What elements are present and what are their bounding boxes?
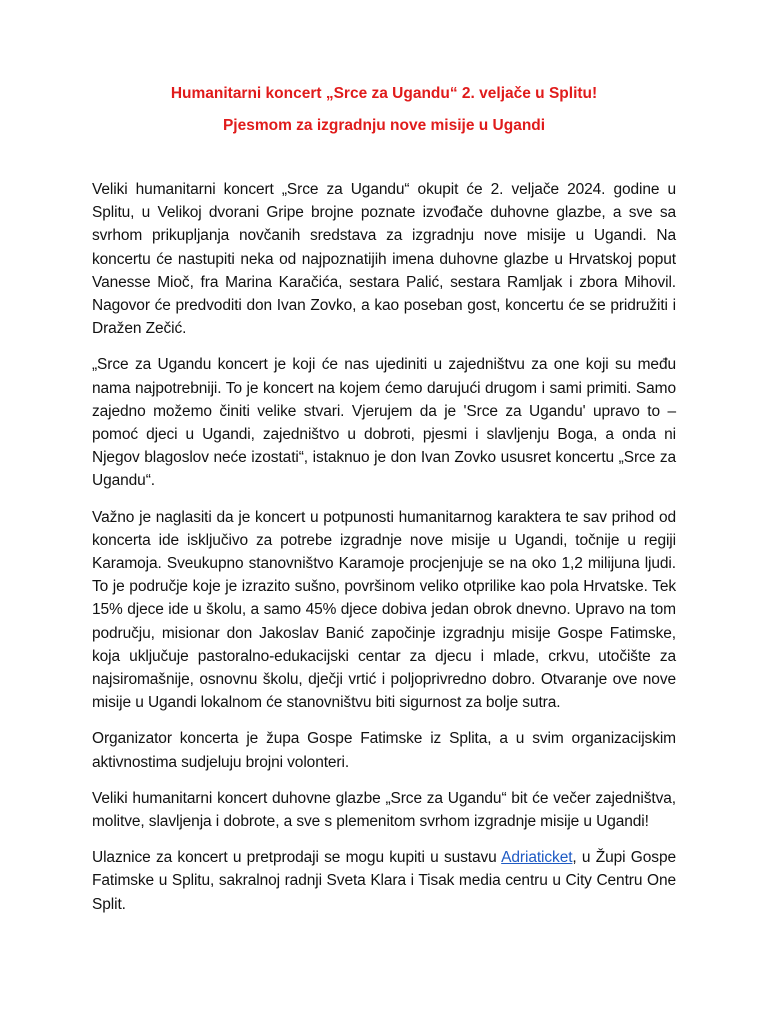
document-title: Humanitarni koncert „Srce za Ugandu“ 2. veljače u Splitu! — [170, 85, 598, 102]
tickets-text-after: , u Župi Gospe Fatimske u Splitu, sakralnoj radnji Sveta Klara i Tisak media centru u City Centru One Split. — [92, 849, 676, 913]
paragraph-quote: „Srce za Ugandu koncert je koji će nas ujediniti u zajedništvu za one koji su među nama najpotrebniji. To je koncert na kojem ćemo darujući drugom i sami primiti. Samo zajedno možemo činiti velike stvari. Vjerujem da je 'Srce za Ugandu' upravo to – pomoć djeci u Ugandi, zajedništvo u dobroti, pjesmi i slavljenju Boga, a onda ni Njegov blagoslov neće izostati“, istaknuo je don Ivan Zovko ususret koncertu „Srce za Ugandu“. — [92, 356, 676, 490]
adriaticket-link[interactable]: Adriaticket — [501, 849, 573, 867]
paragraph-organizer: Organizator koncerta je župa Gospe Fatimske iz Splita, a u svim organizacijskim aktivnostima sudjeluju brojni volonteri. — [92, 730, 676, 771]
paragraph-tickets — [92, 846, 676, 916]
paragraph-mission: Važno je naglasiti da je koncert u potpunosti humanitarnog karaktera te sav prihod od koncerta ide isključivo za potrebe izgradnje nove misije u Ugandi, točnije u regiji Karamoja. Sveukupno stanovništvo Karamoje procjenjuje se na oko 1,2 milijuna ljudi. To je područje koje je izrazito sušno, površinom veliko otprilike kao pola Hrvatske. Tek 15% djece ide u školu, a samo 45% djece dobiva jedan obrok dnevno. Upravo na tom području, misionar don Jakoslav Banić započinje izgradnju misije Gospe Fatimske, koja uključuje pastoralno-edukacijski centar za djecu i mlade, crkvu, utočište za najsiromašnije, osnovnu školu, dječji vrtić i poljoprivredno dobro. Otvaranje ove nove misije u Ugandi lokalnom će stanovništvu biti sigurnost za bolje sutra. — [92, 508, 676, 712]
paragraph-intro: Veliki humanitarni koncert „Srce za Ugandu“ okupit će 2. veljače 2024. godine u Splitu, u Velikoj dvorani Gripe brojne poznate izvođače duhovne glazbe, a sve sa svrhom prikupljanja novčanih sredstava za izgradnju nove misije u Ugandi. Na koncertu će nastupiti neka od najpoznatijih imena duhovne glazbe u Hrvatskoj poput Vanesse Mioč, fra Marina Karačića, sestara Palić, sestara Ramljak i zbora Mihovil. Nagovor će predvoditi don Ivan Zovko, a kao poseban gost, koncertu će se pridružiti i Dražen Zečić. — [92, 181, 676, 338]
tickets-text-before: Ulaznice za koncert u pretprodaji se mogu kupiti u sustavu — [92, 849, 502, 867]
document-body — [92, 178, 676, 916]
paragraph-summary: Veliki humanitarni koncert duhovne glazbe „Srce za Ugandu“ bit će večer zajedništva, molitve, slavljenja i dobrote, a sve s plemenitom svrhom izgradnje misije u Ugandi! — [92, 789, 676, 831]
document-subtitle: Pjesmom za izgradnju nove misije u Ugandi — [222, 117, 546, 134]
